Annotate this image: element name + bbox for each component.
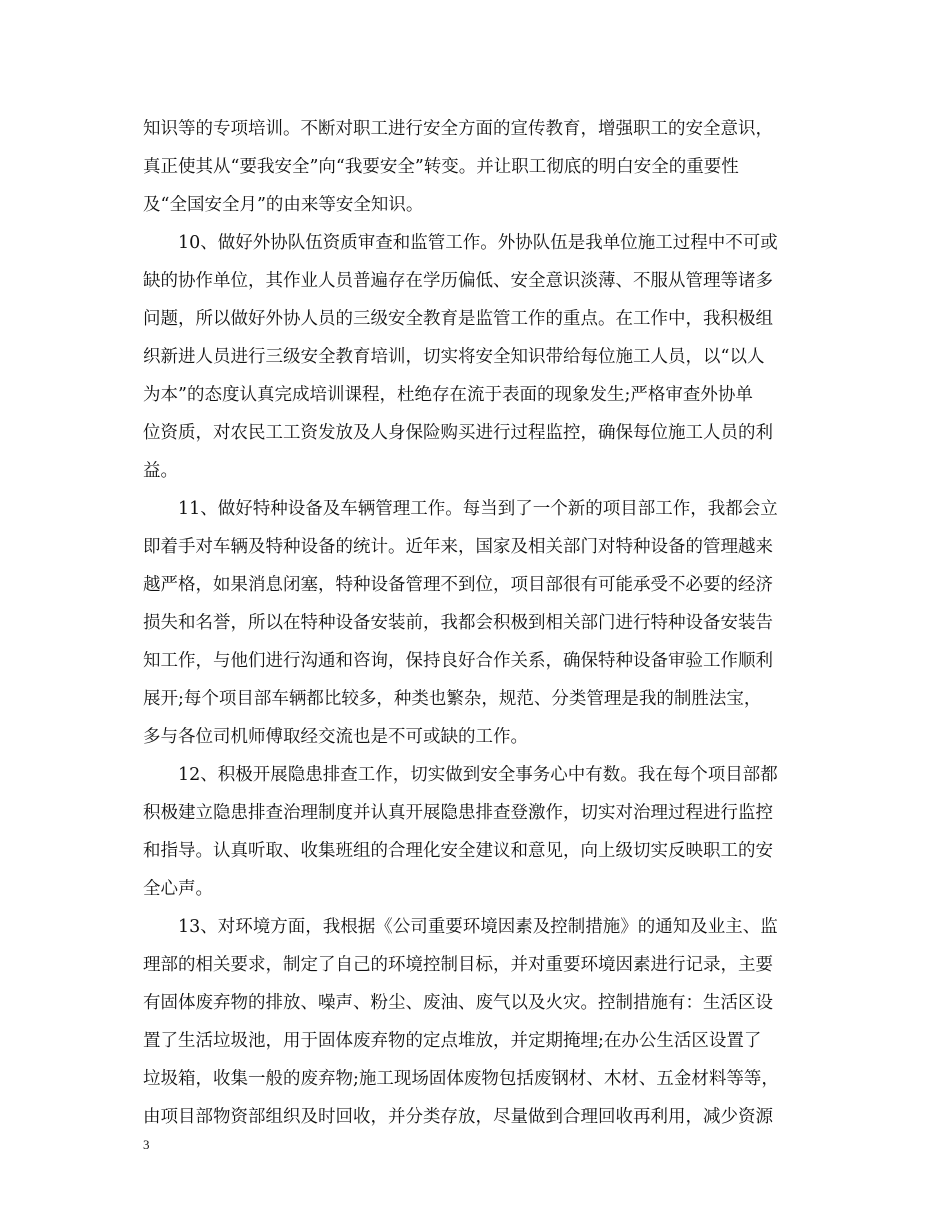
- text-line: 展开;每个项目部车辆都比较多，种类也繁杂，规范、分类管理是我的制胜法宝，: [143, 689, 762, 709]
- text-line: 垃圾箱，收集一般的废弃物;施工现场固体废物包括废钢材、木材、五金材料等等，: [143, 1069, 779, 1089]
- text-line: 和指导。认真听取、收集班组的合理化安全建议和意见，向上级切实反映职工的安: [143, 841, 773, 861]
- text-line: 真正使其从“要我安全”向“我要安全”转变。并让职工彻底的明白安全的重要性: [143, 157, 739, 177]
- text-line: 多与各位司机师傅取经交流也是不可或缺的工作。: [143, 727, 528, 747]
- text-line: 益。: [143, 461, 178, 481]
- paragraph-12-start: 12、积极开展隐患排查工作，切实做到安全事务心中有数。我在每个项目部都: [143, 765, 778, 785]
- text-line: 积极建立隐患排查治理制度并认真开展隐患排查登激作，切实对治理过程进行监控: [143, 803, 773, 823]
- text-line: 知识等的专项培训。不断对职工进行安全方面的宣传教育，增强职工的安全意识，: [143, 119, 773, 139]
- page-number: 3: [143, 1137, 150, 1152]
- text-line: 理部的相关要求，制定了自己的环境控制目标，并对重要环境因素进行记录，主要: [143, 955, 773, 975]
- text-line: 越严格，如果消息闭塞，特种设备管理不到位，项目部很有可能承受不必要的经济: [143, 575, 773, 595]
- text-line: 为本”的态度认真完成培训课程，杜绝存在流于表面的现象发生;严格审查外协单: [143, 385, 753, 405]
- text-line: 问题，所以做好外协人员的三级安全教育是监管工作的重点。在工作中，我积极组: [143, 309, 773, 329]
- text-line: 损失和名誉，所以在特种设备安装前，我都会积极到相关部门进行特种设备安装告: [143, 613, 773, 633]
- text-line: 及“全国安全月”的由来等安全知识。: [143, 195, 424, 215]
- paragraph-10-start: 10、做好外协队伍资质审查和监管工作。外协队伍是我单位施工过程中不可或: [143, 233, 778, 253]
- text-line: 全心声。: [143, 879, 213, 899]
- text-line: 即着手对车辆及特种设备的统计。近年来，国家及相关部门对特种设备的管理越来: [143, 537, 773, 557]
- text-line: 织新进人员进行三级安全教育培训，切实将安全知识带给每位施工人员，以“以人: [143, 347, 765, 367]
- text-line: 知工作，与他们进行沟通和咨询，保持良好合作关系，确保特种设备审验工作顺利: [143, 651, 773, 671]
- text-line: 置了生活垃圾池，用于固体废弃物的定点堆放，并定期掩埋;在办公生活区设置了: [143, 1031, 762, 1051]
- paragraph-13-start: 13、对环境方面，我根据《公司重要环境因素及控制措施》的通知及业主、监: [143, 917, 778, 937]
- text-line: 缺的协作单位，其作业人员普遍存在学历偏低、安全意识淡薄、不服从管理等诸多: [143, 271, 773, 291]
- text-line: 位资质，对农民工工资发放及人身保险购买进行过程监控，确保每位施工人员的利: [143, 423, 773, 443]
- text-line: 由项目部物资部组织及时回收，并分类存放，尽量做到合理回收再利用，减少资源: [143, 1107, 773, 1127]
- text-line: 有固体废弃物的排放、噪声、粉尘、废油、废气以及火灾。控制措施有：生活区设: [143, 993, 773, 1013]
- paragraph-11-start: 11、做好特种设备及车辆管理工作。每当到了一个新的项目部工作，我都会立: [143, 499, 778, 519]
